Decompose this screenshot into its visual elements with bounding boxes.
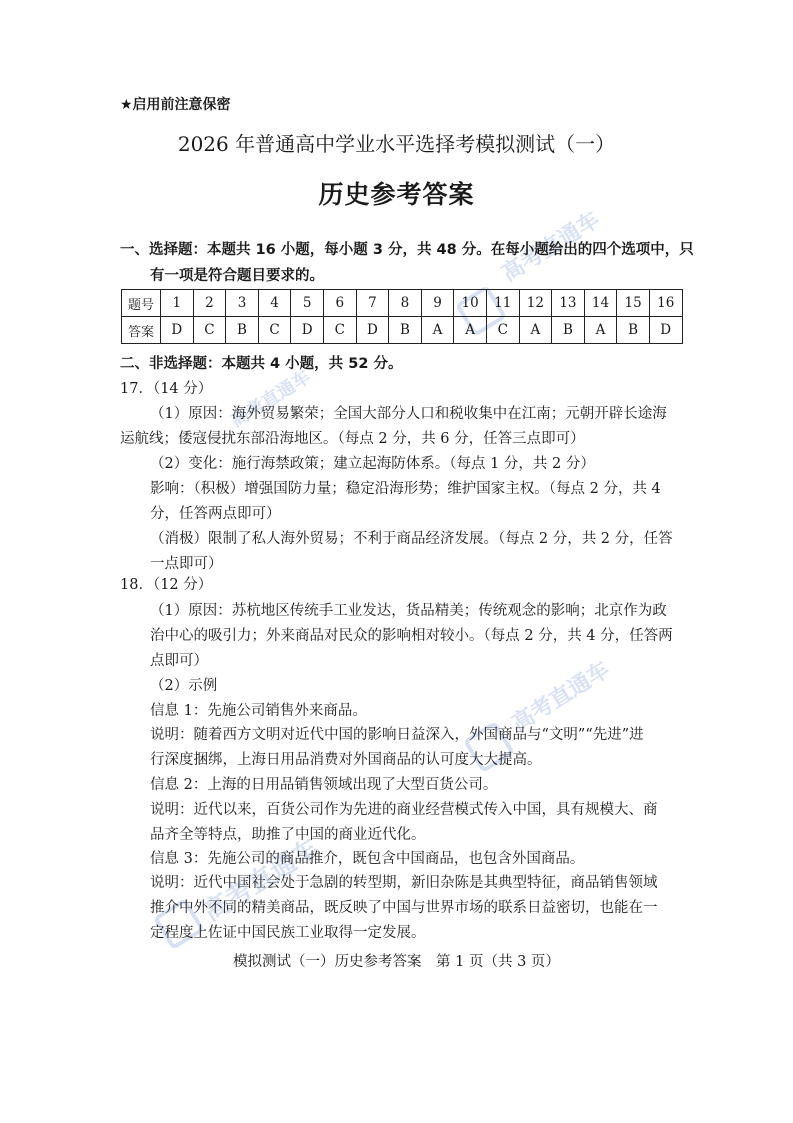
question-number-cell: 1 bbox=[161, 290, 194, 317]
answer-table bbox=[121, 289, 683, 344]
answer-cell: A bbox=[421, 317, 454, 344]
answer-line: 运航线；倭寇侵扰东部沿海地区。（每点 2 分，共 6 分，任答三点即可） bbox=[120, 431, 585, 447]
answer-line: 品齐全等特点，助推了中国的商业近代化。 bbox=[150, 827, 426, 843]
answer-line: 信息 1：先施公司销售外来商品。 bbox=[150, 703, 367, 719]
answer-line: 行深度捆绑，上海日用品消费对外国商品的认可度大大提高。 bbox=[150, 752, 542, 768]
answer-cell: A bbox=[519, 317, 552, 344]
answer-line: 定程度上佐证中国民族工业取得一定发展。 bbox=[150, 925, 426, 941]
answer-cell: B bbox=[226, 317, 259, 344]
answer-line: 说明：近代以来，百货公司作为先进的商业经营模式传入中国，具有规模大、商 bbox=[150, 802, 658, 818]
table-row-answers bbox=[122, 317, 683, 344]
confidential-notice: ★启用前注意保密 bbox=[120, 97, 231, 113]
answer-line: （1）原因：海外贸易繁荣；全国大部分人口和税收集中在江南；元朝开辟长途海 bbox=[150, 406, 667, 422]
answer-line: 说明：近代中国社会处于急剧的转型期，新旧杂陈是其典型特征，商品销售领域 bbox=[150, 875, 658, 891]
answer-line: 分，任答两点即可） bbox=[150, 506, 281, 522]
watermark-text: 高考直通车 bbox=[198, 833, 325, 928]
question-number-cell: 7 bbox=[356, 290, 389, 317]
question-number-cell: 14 bbox=[584, 290, 617, 317]
document-title: 历史参考答案 bbox=[318, 180, 475, 209]
answer-line: 治中心的吸引力；外来商品对民众的影响相对较小。（每点 2 分，共 4 分，任答两 bbox=[150, 628, 673, 644]
answer-cell: C bbox=[486, 317, 519, 344]
watermark-text: 高考直通车 bbox=[497, 207, 605, 287]
answer-line: 点即可） bbox=[150, 653, 208, 669]
answer-line: 17．（14 分） bbox=[120, 381, 213, 397]
watermark-text: 高考直通车 bbox=[507, 657, 615, 737]
answer-cell: C bbox=[193, 317, 226, 344]
answer-cell: C bbox=[258, 317, 291, 344]
answer-line: 影响：（积极）增强国防力量；稳定沿海形势；维护国家主权。（每点 2 分，共 4 bbox=[150, 481, 661, 497]
row-label: 题号 bbox=[122, 290, 161, 317]
answer-cell: B bbox=[552, 317, 585, 344]
watermark-text: 高考直通车 bbox=[227, 366, 315, 433]
answer-line: 信息 3：先施公司的商品推介，既包含中国商品，也包含外国商品。 bbox=[150, 851, 585, 867]
question-number-cell: 15 bbox=[617, 290, 650, 317]
question-number-cell: 2 bbox=[193, 290, 226, 317]
answer-cell: D bbox=[356, 317, 389, 344]
answer-line: （消极）限制了私人海外贸易；不利于商品经济发展。（每点 2 分，共 2 分，任答 bbox=[150, 531, 673, 547]
answer-line: （2）示例 bbox=[150, 678, 218, 694]
question-number-cell: 4 bbox=[258, 290, 291, 317]
question-number-cell: 10 bbox=[454, 290, 487, 317]
section1-heading: 一、选择题：本题共 16 小题，每小题 3 分，共 48 分。在每小题给出的四个选项中，只 bbox=[120, 242, 694, 258]
question-number-cell: 6 bbox=[323, 290, 356, 317]
answer-cell: B bbox=[389, 317, 422, 344]
row-label: 答案 bbox=[122, 317, 161, 344]
question-number-cell: 8 bbox=[389, 290, 422, 317]
question-number-cell: 16 bbox=[649, 290, 682, 317]
question-number-cell: 5 bbox=[291, 290, 324, 317]
answer-line: 说明：随着西方文明对近代中国的影响日益深入，外国商品与“文明”“先进”进 bbox=[150, 727, 644, 743]
answer-line: 推介中外不同的精美商品，既反映了中国与世界市场的联系日益密切，也能在一 bbox=[150, 900, 658, 916]
answer-cell: C bbox=[323, 317, 356, 344]
question-number-cell: 11 bbox=[486, 290, 519, 317]
section2-heading: 二、非选择题：本题共 4 小题，共 52 分。 bbox=[120, 356, 403, 372]
answer-cell: A bbox=[454, 317, 487, 344]
answer-line: 信息 2：上海的日用品销售领域出现了大型百货公司。 bbox=[150, 777, 498, 793]
answer-line: （2）变化：施行海禁政策；建立起海防体系。（每点 1 分，共 2 分） bbox=[150, 456, 595, 472]
answer-line: （1）原因：苏杭地区传统手工业发达，货品精美；传统观念的影响；北京作为政 bbox=[150, 603, 667, 619]
table-row-numbers bbox=[122, 290, 683, 317]
answer-line: 一点即可） bbox=[150, 556, 223, 572]
question-number-cell: 13 bbox=[552, 290, 585, 317]
answer-cell: D bbox=[649, 317, 682, 344]
page-footer: 模拟测试（一）历史参考答案 第 1 页（共 3 页） bbox=[233, 954, 560, 970]
exam-title: 2026 年普通高中学业水平选择考模拟测试（一） bbox=[177, 132, 616, 156]
answer-cell: A bbox=[584, 317, 617, 344]
answer-cell: D bbox=[161, 317, 194, 344]
question-number-cell: 3 bbox=[226, 290, 259, 317]
answer-line: 18．（12 分） bbox=[120, 577, 213, 593]
answer-cell: B bbox=[617, 317, 650, 344]
question-number-cell: 9 bbox=[421, 290, 454, 317]
answer-cell: D bbox=[291, 317, 324, 344]
question-number-cell: 12 bbox=[519, 290, 552, 317]
section1-heading-cont: 有一项是符合题目要求的。 bbox=[150, 268, 324, 284]
